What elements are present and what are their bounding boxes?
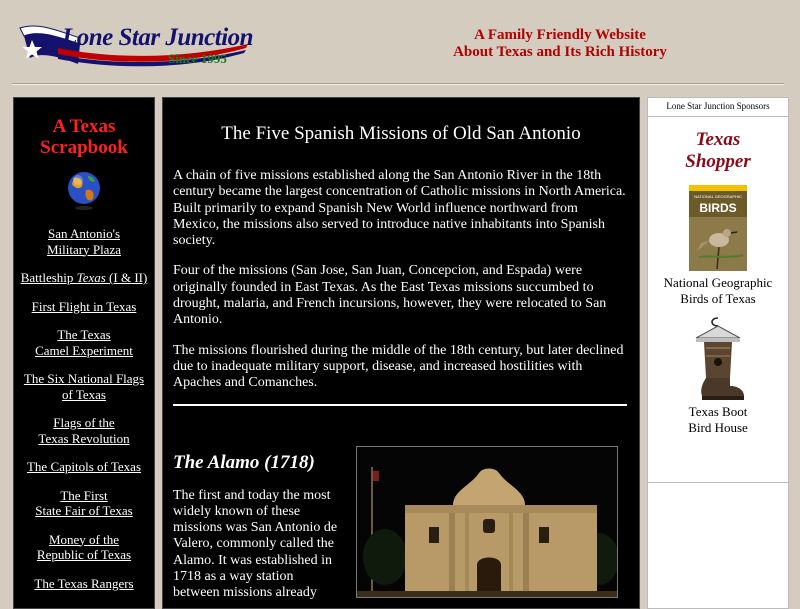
scrapbook-nav [14,226,154,591]
nav-link-texas-rangers[interactable] [20,576,148,592]
nav-link-first-flight[interactable] [20,299,148,315]
sponsors-label: Lone Star Junction Sponsors [666,101,770,111]
scrapbook-title-line-2: Scrapbook [40,137,128,158]
page-title: The Five Spanish Missions of Old San Antonio [221,123,581,144]
site-header [0,0,800,92]
nav-link-label: Flags of the [53,415,115,430]
nav-link-label: Money of the [48,531,120,547]
sponsors-bottom-divider [648,482,788,483]
nav-link-label: Camel Experiment [35,342,133,358]
section-divider [173,404,627,406]
product-caption-line: Texas Boot [688,404,748,419]
product-birds-of-texas[interactable] [648,185,788,306]
nav-link-republic-money[interactable] [20,532,148,563]
book-cover-brand: NATIONAL GEOGRAPHIC [694,194,742,199]
logo-text: Lone Star Junction [62,24,254,51]
tagline-line-2: About Texas and Its Rich History [453,44,667,60]
boot-bird-house-image [688,316,748,402]
nav-link-label: State Fair of Texas [35,503,133,518]
nav-link-label: The Capitols of Texas [26,459,142,474]
product-texas-boot-bird-house[interactable] [648,316,788,435]
shopper-title [648,129,788,173]
book-cover-image [689,185,747,271]
site-logo[interactable] [18,18,254,70]
nav-link-revolution-flags[interactable] [20,415,148,446]
nav-link-battleship-texas[interactable] [20,270,148,286]
main-article [162,97,640,609]
nav-link-label: San Antonio's [47,226,121,241]
nav-link-label: The First [60,487,108,503]
product-caption-line: Bird House [688,419,748,435]
logo-since: Since 1995 [168,51,227,66]
nav-link-label: Texas Revolution [38,430,130,446]
book-cover-title: BIRDS [699,201,737,215]
nav-link-six-flags[interactable] [20,371,148,402]
nav-link-label: First Flight in Texas [31,298,137,314]
product-caption-line: National Geographic [663,275,773,290]
scrapbook-title-line-1: A Texas [52,116,116,137]
alamo-section [163,452,639,609]
tagline-line-1: A Family Friendly Website [474,27,646,43]
nav-link-label: Military Plaza [46,241,121,257]
product-caption-line: Birds of Texas [680,290,756,306]
article-paragraph-1: A chain of five missions established along the San Antonio River in the 18th century became the largest concentration of Catholic missions in North America. Built primarily to expand Spanish New World influence northward from Mexico, the missions also served to introduce native inhabitants into Spanish society. [173,168,626,249]
shopper-title-line-1: Texas [695,129,741,150]
sponsors-divider [648,116,788,117]
nav-link-label: Battleship Texas (I & II) [20,270,148,285]
nav-link-label: The Six National Flags [23,371,145,386]
nav-link-military-plaza[interactable] [20,226,148,257]
nav-link-state-fair[interactable] [20,488,148,519]
product-caption [648,404,788,435]
alamo-photo [356,446,618,598]
nav-link-label: of Texas [62,386,106,402]
nav-link-label: The Texas Rangers [34,575,134,591]
nav-link-label: The Texas [57,327,111,342]
shopper-title-line-2: Shopper [685,151,751,172]
sponsors-sidebar [647,97,789,609]
scrapbook-title [14,116,154,158]
scrapbook-sidebar [13,97,155,609]
nav-link-label: Republic of Texas [36,547,132,562]
article-paragraph-3: The missions flourished during the middle of the 18th century, but later declined due to inadequate military support, disease, and increased hostilities with Apaches and Comanches. [173,342,624,391]
section-paragraph: The first and today the most widely known of these missions was San Antonio de Valero, commonly called the Alamo. It was established in 1718 as a way station between missions already [173,487,338,601]
product-caption [648,275,788,306]
header-divider [12,83,784,85]
section-title: The Alamo (1718) [173,451,315,473]
site-tagline [420,27,700,61]
article-paragraph-2: Four of the missions (San Jose, San Juan, Concepcion, and Espada) were originally founded in East Texas. As the East Texas missions succumbed to drought, malaria, and French incursions, however, they were relocated to San Antonio. [173,263,607,328]
globe-icon [66,170,102,210]
nav-link-camel-experiment[interactable] [20,327,148,358]
nav-link-capitols[interactable] [20,459,148,475]
